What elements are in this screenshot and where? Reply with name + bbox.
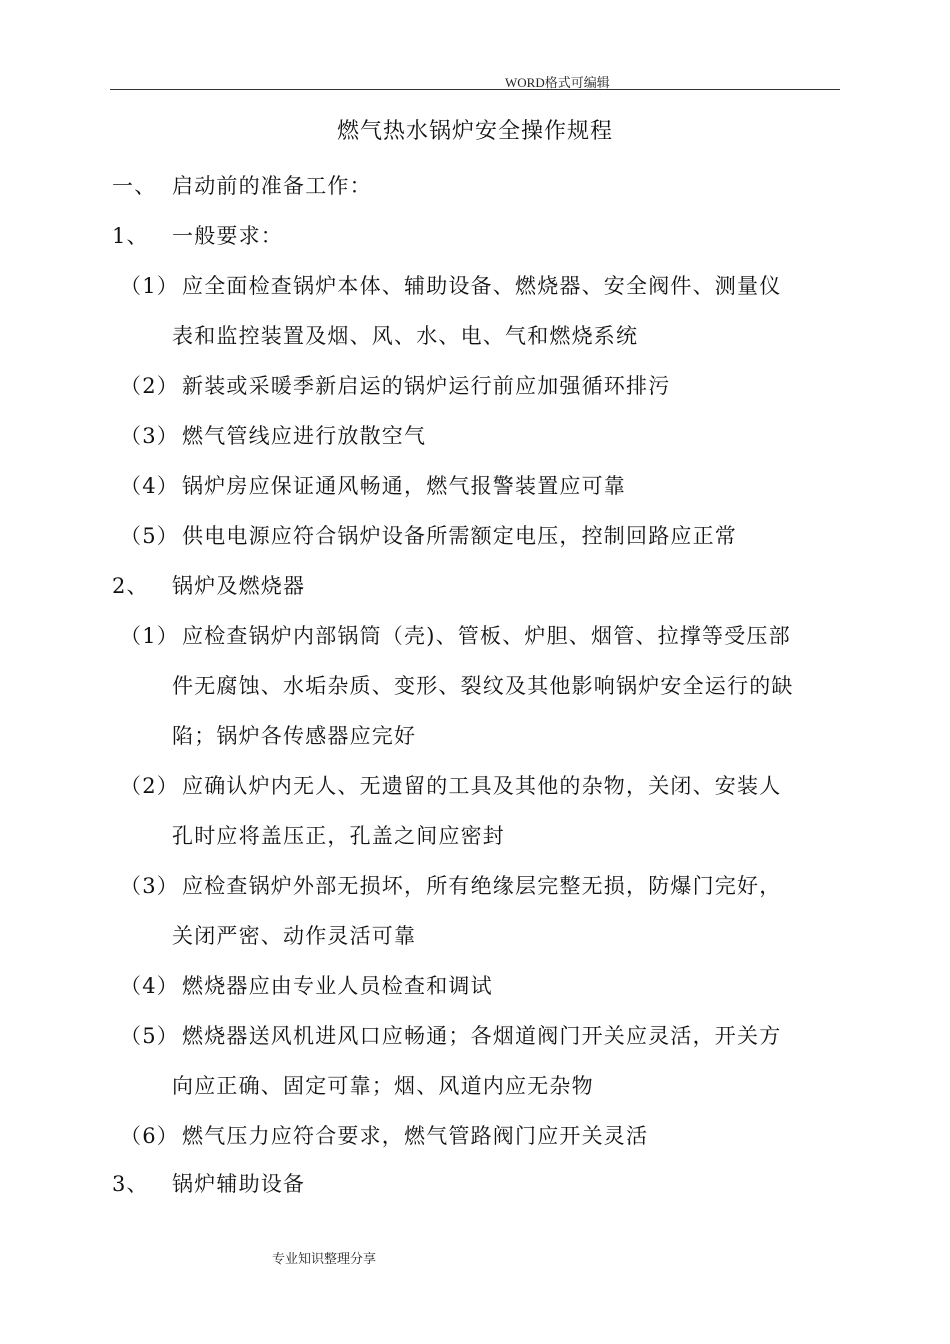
item-number: （2）	[120, 374, 179, 398]
item-text: 应检查锅炉内部锅筒（壳)、管板、炉胆、烟管、拉撑等受压部	[182, 624, 791, 648]
page-footer: 专业知识整理分享	[272, 1252, 377, 1267]
item-number: （5）	[120, 1024, 179, 1048]
item-text: 应检查锅炉外部无损坏，所有绝缘层完整无损，防爆门完好，	[182, 874, 782, 898]
item-text: 燃烧器应由专业人员检查和调试	[182, 974, 493, 998]
subsection-label: 锅炉及燃烧器	[172, 574, 306, 598]
item-number: （1）	[120, 274, 179, 298]
item-number: （2）	[120, 774, 179, 798]
section-label: 启动前的准备工作：	[172, 174, 372, 198]
section-number: 一、	[112, 174, 157, 198]
item-text-continued: 陷；锅炉各传感器应完好	[172, 724, 417, 748]
item-text-continued: 件无腐蚀、水垢杂质、变形、裂纹及其他影响锅炉安全运行的缺	[172, 674, 794, 698]
subsection-number: 2、	[112, 574, 149, 598]
item-number: （3）	[120, 424, 179, 448]
item-text-continued: 关闭严密、动作灵活可靠	[172, 924, 417, 948]
item-text: 新装或采暖季新启运的锅炉运行前应加强循环排污	[182, 374, 671, 398]
item-text: 应确认炉内无人、无遗留的工具及其他的杂物，关闭、安装人	[182, 774, 782, 798]
item-number: （4）	[120, 974, 179, 998]
subsection-number: 3、	[112, 1172, 149, 1196]
document-title: 燃气热水锅炉安全操作规程	[336, 119, 613, 144]
page-header: WORD格式可编辑	[505, 75, 610, 90]
item-number: （4）	[120, 474, 179, 498]
subsection-number: 1、	[112, 224, 149, 248]
item-number: （6）	[120, 1124, 179, 1148]
item-number: （5）	[120, 524, 179, 548]
item-number: （3）	[120, 874, 179, 898]
header-rule	[110, 89, 840, 90]
item-text: 燃气压力应符合要求，燃气管路阀门应开关灵活	[182, 1124, 649, 1148]
subsection-label: 锅炉辅助设备	[172, 1172, 306, 1196]
item-text-continued: 向应正确、固定可靠；烟、风道内应无杂物	[172, 1074, 594, 1098]
item-text: 燃烧器送风机进风口应畅通；各烟道阀门开关应灵活，开关方	[182, 1024, 782, 1048]
item-text: 供电电源应符合锅炉设备所需额定电压，控制回路应正常	[182, 524, 737, 548]
item-text: 应全面检查锅炉本体、辅助设备、燃烧器、安全阀件、测量仪	[182, 274, 782, 298]
subsection-label: 一般要求：	[172, 224, 283, 248]
item-text-continued: 表和监控装置及烟、风、水、电、气和燃烧系统	[172, 324, 639, 348]
item-text-continued: 孔时应将盖压正，孔盖之间应密封	[172, 824, 505, 848]
item-text: 燃气管线应进行放散空气	[182, 424, 427, 448]
item-text: 锅炉房应保证通风畅通，燃气报警装置应可靠	[182, 474, 626, 498]
item-number: （1）	[120, 624, 179, 648]
